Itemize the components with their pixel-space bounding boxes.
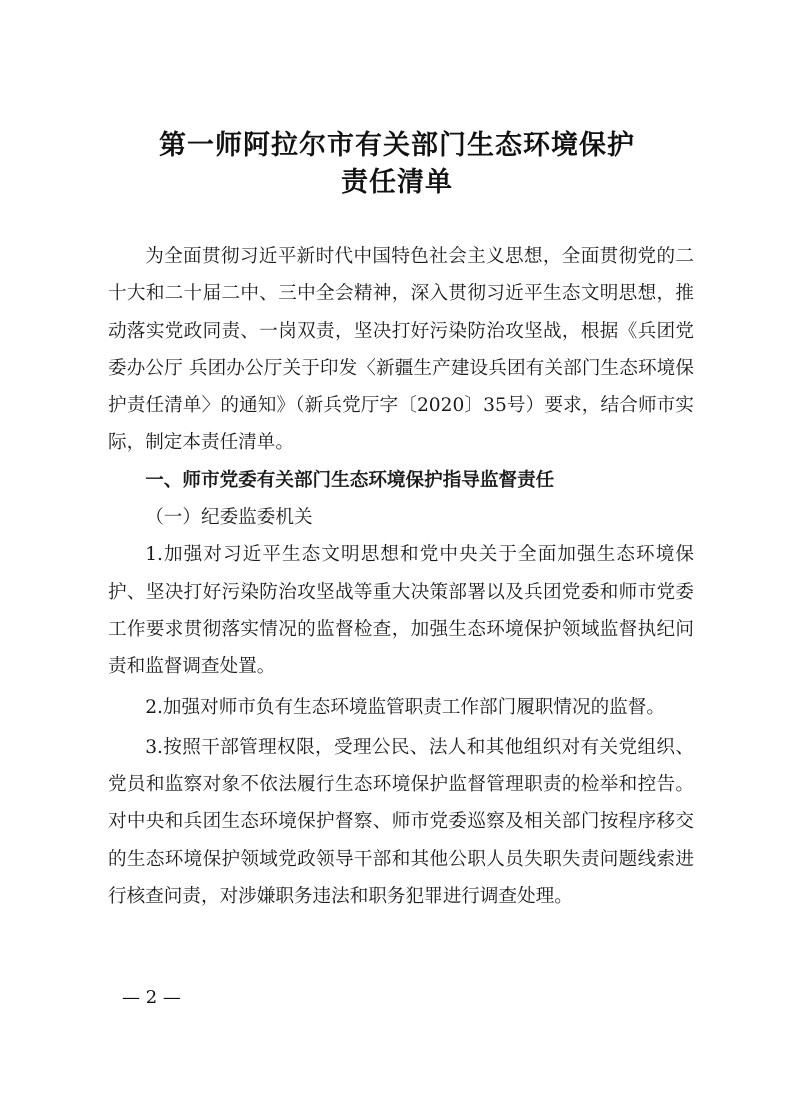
- document-title-line-2: 责任清单: [341, 167, 453, 198]
- document-body: [108, 238, 694, 915]
- list-item: 1.加强对习近平生态文明思想和党中央关于全面加强生态环境保护、坚决打好污染防治攻坚战等重大决策部署以及兵团党委和师市党委工作要求贯彻落实情况的监督检查，加强生态环境保护领域监督执纪问责和监督调查处置。: [108, 544, 694, 678]
- intro-paragraph: 为全面贯彻习近平新时代中国特色社会主义思想，全面贯彻党的二十大和二十届二中、三中全会精神，深入贯彻习近平生态文明思想，推动落实党政同责、一岗双责，坚决打好污染防治攻坚战，根据《兵团党委办公厅 兵团办公厅关于印发〈新疆生产建设兵团有关部门生态环境保护责任清单〉的通知》（新兵党厅字〔2020〕35号）要求，结合师市实际，制定本责任清单。: [108, 246, 694, 454]
- document-title-line-1: 第一师阿拉尔市有关部门生态环境保护: [159, 130, 635, 161]
- list-item: 2.加强对师市负有生态环境监管职责工作部门履职情况的监督。: [145, 696, 665, 718]
- subsection-heading: （一）纪委监委机关: [145, 507, 313, 529]
- list-item: 3.按照干部管理权限，受理公民、法人和其他组织对有关党组织、党员和监察对象不依法履行生态环境保护监督管理职责的检举和控告。对中央和兵团生态环境保护督察、师市党委巡察及相关部门按程序移交的生态环境保护领域党政领导干部和其他公职人员失职失责问题线索进行核查问责，对涉嫌职务违法和职务犯罪进行调查处理。: [108, 736, 694, 908]
- section-heading: 一、师市党委有关部门生态环境保护指导监督责任: [145, 469, 555, 491]
- page-number: — 2 —: [122, 987, 181, 1008]
